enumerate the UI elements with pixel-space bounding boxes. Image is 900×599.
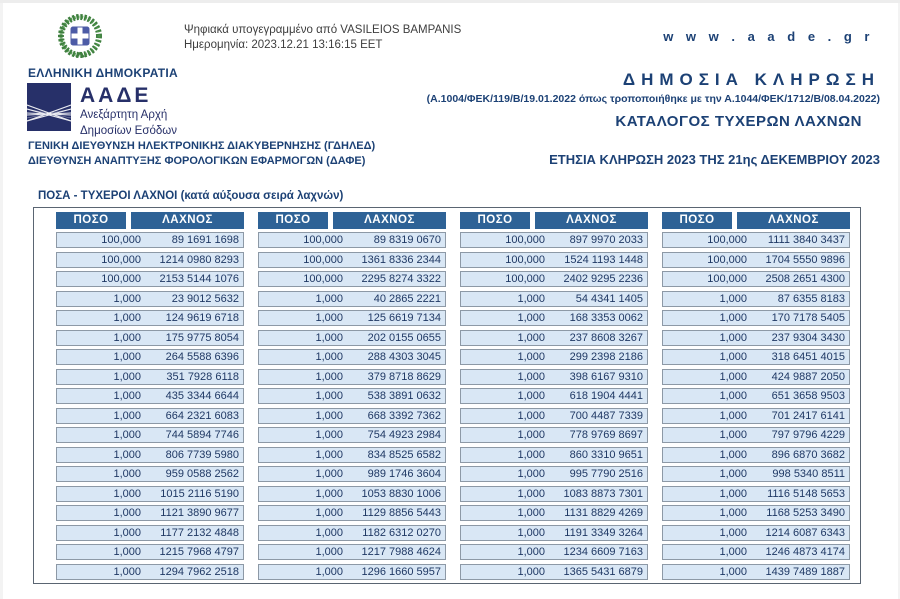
- table-row: [56, 349, 244, 365]
- ticket-cell: 1246 4873 4174: [765, 546, 845, 558]
- law-reference: (Α.1004/ΦΕΚ/119/Β/19.01.2022 όπως τροποποιήθηκε με την Α.1044/ΦΕΚ/1712/Β/08.04.2022): [426, 93, 880, 105]
- digital-signature-stamp: [184, 23, 461, 53]
- table-row: [258, 271, 446, 287]
- ticket-cell: 1116 5148 5653: [767, 487, 845, 500]
- table-row: [662, 369, 850, 385]
- table-row: [460, 271, 648, 287]
- ticket-cell: 2508 2651 4300: [765, 273, 845, 285]
- amount-cell: 1,000: [315, 546, 343, 558]
- table-row: [662, 544, 850, 560]
- table-row: [662, 525, 850, 541]
- table-column-group: [662, 212, 850, 583]
- table-row: [662, 447, 850, 463]
- ticket-cell: 998 5340 8511: [772, 468, 845, 480]
- table-row: [662, 232, 850, 248]
- ticket-cell: 778 9769 8697: [569, 429, 643, 441]
- ticket-cell: 54 4341 1405: [575, 292, 643, 305]
- table-row: [662, 505, 850, 521]
- ticket-cell: 1439 7489 1887: [765, 565, 845, 578]
- table-row: [662, 427, 850, 443]
- wreath-shield-icon: [52, 11, 108, 65]
- ticket-cell: 202 0155 0655: [367, 331, 441, 344]
- ticket-cell: 89 1691 1698: [171, 234, 239, 246]
- ticket-cell: 896 6870 3682: [771, 448, 845, 461]
- table-row: [56, 252, 244, 268]
- table-row: [662, 486, 850, 502]
- table-row: [258, 291, 446, 307]
- ticket-cell: 1182 6312 0270: [362, 526, 441, 539]
- ticket-cell: 1053 8830 1006: [361, 487, 441, 500]
- amount-cell: 1,000: [719, 370, 747, 383]
- amount-cell: 1,000: [315, 507, 343, 519]
- table-row: [460, 369, 648, 385]
- ticket-cell: 2153 5144 1076: [159, 273, 239, 285]
- table-row: [56, 427, 244, 443]
- signature-line2: Ημερομηνία: 2023.12.21 13:16:15 EET: [184, 38, 383, 51]
- ticket-cell: 351 7928 6118: [166, 370, 239, 383]
- ticket-cell: 834 8525 6582: [367, 448, 441, 461]
- ticket-cell: 264 5588 6396: [165, 351, 239, 363]
- table-header-row: [56, 212, 244, 229]
- amount-cell: 1,000: [315, 370, 343, 383]
- amount-cell: 1,000: [517, 448, 545, 461]
- amount-cell: 1,000: [113, 526, 141, 539]
- ticket-column-header: ΛΑΧΝΟΣ: [131, 212, 244, 229]
- draw-title: ΕΤΗΣΙΑ ΚΛΗΡΩΣΗ 2023 ΤΗΣ 21ης ΔΕΚΕΜΒΡΙΟΥ 2023: [549, 152, 880, 167]
- ticket-cell: 1365 5431 6879: [563, 565, 643, 578]
- ticket-cell: 1191 3349 3264: [564, 526, 643, 539]
- table-row: [56, 564, 244, 580]
- amount-cell: 1,000: [719, 507, 747, 519]
- amount-cell: 1,000: [315, 565, 343, 578]
- main-title: ΔΗΜΟΣΙΑ ΚΛΗΡΩΣΗ: [622, 70, 880, 89]
- table-row: [460, 466, 648, 482]
- table-row: [258, 427, 446, 443]
- catalog-subtitle: ΚΑΤΑΛΟΓΟΣ ΤΥΧΕΡΩΝ ΛΑΧΝΩΝ: [615, 113, 862, 130]
- ticket-cell: 87 6355 8183: [777, 292, 845, 305]
- table-row: [460, 505, 648, 521]
- amount-column-header: ΠΟΣΟ: [662, 212, 732, 229]
- table-row: [662, 349, 850, 365]
- table-row: [56, 388, 244, 404]
- amount-cell: 1,000: [315, 331, 343, 344]
- ticket-cell: 398 6167 9310: [569, 370, 643, 383]
- table-column-group: [56, 212, 244, 583]
- ticket-cell: 651 3658 9503: [771, 390, 845, 402]
- amount-cell: 1,000: [719, 546, 747, 558]
- amount-cell: 100,000: [101, 253, 141, 266]
- ticket-cell: 797 9796 4229: [771, 429, 845, 441]
- amount-cell: 100,000: [505, 273, 545, 285]
- table-row: [56, 505, 244, 521]
- table-row: [460, 232, 648, 248]
- ticket-cell: 1015 2116 5190: [160, 487, 239, 500]
- amount-cell: 1,000: [517, 370, 545, 383]
- amount-cell: 1,000: [719, 526, 747, 539]
- amount-column-header: ΠΟΣΟ: [56, 212, 126, 229]
- amount-cell: 1,000: [517, 351, 545, 363]
- amount-cell: 1,000: [719, 448, 747, 461]
- table-column-group: [460, 212, 648, 583]
- website-text: w w w . a a d e . g r: [663, 29, 874, 44]
- amount-cell: 1,000: [315, 390, 343, 402]
- table-row: [56, 330, 244, 346]
- table-header-row: [460, 212, 648, 229]
- ticket-cell: 1215 7968 4797: [159, 546, 239, 558]
- departments-block: [28, 139, 375, 169]
- ticket-cell: 124 9619 6718: [165, 312, 239, 324]
- ticket-cell: 125 6619 7134: [367, 312, 441, 324]
- table-row: [662, 291, 850, 307]
- amount-cell: 1,000: [517, 526, 545, 539]
- table-row: [662, 408, 850, 424]
- ticket-cell: 897 9970 2033: [569, 234, 643, 246]
- amount-cell: 1,000: [719, 331, 747, 344]
- amount-cell: 1,000: [719, 487, 747, 500]
- table-row: [258, 310, 446, 326]
- ticket-cell: 995 7790 2516: [569, 468, 643, 480]
- ticket-cell: 237 9304 3430: [771, 331, 845, 344]
- amount-cell: 100,000: [707, 234, 747, 246]
- ticket-cell: 1131 8829 4269: [564, 507, 643, 519]
- ticket-cell: 288 4303 3045: [367, 351, 441, 363]
- amount-cell: 1,000: [517, 507, 545, 519]
- amount-cell: 100,000: [707, 273, 747, 285]
- ticket-cell: 700 4487 7339: [569, 409, 643, 422]
- ticket-cell: 175 9775 8054: [165, 331, 239, 344]
- ticket-cell: 424 9887 2050: [771, 370, 845, 383]
- amount-cell: 1,000: [113, 331, 141, 344]
- table-row: [56, 310, 244, 326]
- amount-cell: 1,000: [113, 351, 141, 363]
- table-row: [56, 369, 244, 385]
- amount-cell: 1,000: [719, 390, 747, 402]
- amount-cell: 1,000: [113, 468, 141, 480]
- aade-subtitle-line1: Ανεξάρτητη Αρχή: [80, 109, 168, 121]
- amount-cell: 100,000: [303, 234, 343, 246]
- winning-numbers-table: [33, 207, 861, 584]
- amount-cell: 100,000: [101, 234, 141, 246]
- amount-cell: 1,000: [517, 565, 545, 578]
- hellenic-republic-emblem: [52, 11, 108, 65]
- table-row: [258, 505, 446, 521]
- ticket-column-header: ΛΑΧΝΟΣ: [333, 212, 446, 229]
- amount-cell: 100,000: [303, 253, 343, 266]
- ticket-cell: 1214 0980 8293: [159, 253, 239, 266]
- ticket-cell: 2402 9295 2236: [563, 273, 643, 285]
- table-row: [460, 252, 648, 268]
- table-row: [56, 466, 244, 482]
- ticket-cell: 664 2321 6083: [165, 409, 239, 422]
- amount-cell: 1,000: [113, 487, 141, 500]
- amount-cell: 1,000: [113, 448, 141, 461]
- table-row: [460, 447, 648, 463]
- ticket-cell: 989 1746 3604: [367, 468, 441, 480]
- ticket-cell: 1234 6609 7163: [563, 546, 643, 558]
- signature-line1: Ψηφιακά υπογεγραμμένο από VASILEIOS BAMPANIS: [184, 24, 462, 36]
- aade-text-block: [80, 83, 177, 138]
- table-row: [460, 525, 648, 541]
- table-row: [258, 486, 446, 502]
- table-row: [258, 232, 446, 248]
- table-row: [460, 291, 648, 307]
- amount-cell: 1,000: [315, 468, 343, 480]
- table-row: [460, 408, 648, 424]
- amount-cell: 1,000: [719, 565, 747, 578]
- table-row: [460, 330, 648, 346]
- aade-acronym: ΑΑΔΕ: [80, 84, 152, 107]
- table-row: [258, 525, 446, 541]
- table-row: [56, 291, 244, 307]
- table-row: [258, 564, 446, 580]
- amount-cell: 1,000: [719, 429, 747, 441]
- ticket-cell: 1217 7988 4624: [361, 546, 441, 558]
- table-row: [258, 252, 446, 268]
- table-row: [662, 388, 850, 404]
- amount-cell: 1,000: [315, 351, 343, 363]
- amount-cell: 1,000: [719, 292, 747, 305]
- ticket-cell: 1177 2132 4848: [160, 526, 239, 539]
- table-column-group: [258, 212, 446, 583]
- amount-cell: 1,000: [315, 312, 343, 324]
- amount-cell: 1,000: [113, 370, 141, 383]
- table-row: [662, 252, 850, 268]
- table-row: [662, 564, 850, 580]
- ticket-cell: 2295 8274 3322: [361, 273, 441, 285]
- table-row: [258, 447, 446, 463]
- ticket-cell: 318 6451 4015: [771, 351, 845, 363]
- table-row: [258, 369, 446, 385]
- amount-cell: 1,000: [719, 409, 747, 422]
- table-row: [662, 271, 850, 287]
- ticket-cell: 1111 3840 3437: [767, 234, 845, 246]
- ticket-cell: 1168 5253 3490: [766, 507, 845, 519]
- aade-logo-block: [27, 83, 177, 138]
- ticket-column-header: ΛΑΧΝΟΣ: [737, 212, 850, 229]
- table-row: [460, 388, 648, 404]
- amount-cell: 1,000: [517, 409, 545, 422]
- table-row: [662, 330, 850, 346]
- table-row: [56, 544, 244, 560]
- table-row: [460, 544, 648, 560]
- amount-cell: 1,000: [315, 448, 343, 461]
- table-row: [460, 564, 648, 580]
- table-row: [258, 544, 446, 560]
- ticket-column-header: ΛΑΧΝΟΣ: [535, 212, 648, 229]
- table-row: [662, 310, 850, 326]
- table-row: [258, 330, 446, 346]
- ticket-cell: 806 7739 5980: [165, 448, 239, 461]
- ticket-cell: 1121 3890 9677: [160, 507, 239, 519]
- amount-cell: 1,000: [517, 487, 545, 500]
- ticket-cell: 23 9012 5632: [171, 292, 239, 305]
- amount-cell: 1,000: [113, 565, 141, 578]
- amount-cell: 1,000: [113, 409, 141, 422]
- amount-cell: 1,000: [517, 331, 545, 344]
- department-line1: ΓΕΝΙΚΗ ΔΙΕΥΘΥΝΣΗ ΗΛΕΚΤΡΟΝΙΚΗΣ ΔΙΑΚΥΒΕΡΝΗΣΗΣ (ΓΔΗΛΕΔ): [28, 140, 376, 152]
- ticket-cell: 668 3392 7362: [367, 409, 441, 422]
- amount-cell: 1,000: [719, 351, 747, 363]
- table-row: [56, 408, 244, 424]
- amount-cell: 100,000: [707, 253, 747, 266]
- ticket-cell: 1524 1193 1448: [564, 253, 643, 266]
- table-row: [460, 310, 648, 326]
- ticket-cell: 1083 8873 7301: [563, 487, 643, 500]
- amount-cell: 1,000: [719, 312, 747, 324]
- aade-subtitle-line2: Δημοσίων Εσόδων: [80, 125, 177, 138]
- amount-cell: 1,000: [517, 546, 545, 558]
- ticket-cell: 299 2398 2186: [569, 351, 643, 363]
- amount-cell: 1,000: [517, 390, 545, 402]
- ticket-cell: 379 8718 8629: [367, 370, 441, 383]
- amount-cell: 1,000: [315, 487, 343, 500]
- amount-cell: 1,000: [517, 312, 545, 324]
- amount-cell: 100,000: [101, 273, 141, 285]
- table-header-row: [662, 212, 850, 229]
- table-row: [258, 466, 446, 482]
- ticket-cell: 701 2417 6141: [771, 409, 845, 422]
- table-row: [56, 271, 244, 287]
- amount-cell: 100,000: [505, 234, 545, 246]
- amount-cell: 1,000: [315, 409, 343, 422]
- ticket-cell: 959 0588 2562: [165, 468, 239, 480]
- table-row: [460, 349, 648, 365]
- table-row: [258, 349, 446, 365]
- table-header-row: [258, 212, 446, 229]
- amount-cell: 1,000: [113, 312, 141, 324]
- amount-column-header: ΠΟΣΟ: [258, 212, 328, 229]
- ticket-cell: 1294 7962 2518: [159, 565, 239, 578]
- amount-cell: 100,000: [303, 273, 343, 285]
- amount-cell: 1,000: [113, 390, 141, 402]
- ticket-cell: 1214 6087 6343: [765, 526, 845, 539]
- amount-cell: 1,000: [113, 292, 141, 305]
- table-caption: ΠΟΣΑ - ΤΥΧΕΡΟΙ ΛΑΧΝΟΙ (κατά αύξουσα σειρά λαχνών): [38, 190, 344, 202]
- amount-cell: 1,000: [113, 546, 141, 558]
- amount-cell: 1,000: [113, 429, 141, 441]
- table-row: [56, 232, 244, 248]
- amount-cell: 1,000: [113, 507, 141, 519]
- amount-cell: 100,000: [505, 253, 545, 266]
- ticket-cell: 168 3353 0062: [569, 312, 643, 324]
- ticket-cell: 618 1904 4441: [569, 390, 643, 402]
- ticket-cell: 170 7178 5405: [771, 312, 845, 324]
- amount-cell: 1,000: [315, 429, 343, 441]
- ticket-cell: 860 3310 9651: [569, 448, 643, 461]
- table-row: [258, 388, 446, 404]
- hellenic-republic-label: ΕΛΛΗΝΙΚΗ ΔΗΜΟΚΡΑΤΙΑ: [28, 66, 178, 80]
- amount-cell: 1,000: [517, 292, 545, 305]
- table-row: [460, 427, 648, 443]
- department-line2: ΔΙΕΥΘΥΝΣΗ ΑΝΑΠΤΥΞΗΣ ΦΟΡΟΛΟΓΙΚΩΝ ΕΦΑΡΜΟΓΩΝ (ΔΑΦΕ): [28, 154, 366, 167]
- amount-cell: 1,000: [315, 526, 343, 539]
- ticket-cell: 1361 8336 2344: [361, 253, 441, 266]
- titles-block: [427, 70, 880, 167]
- amount-cell: 1,000: [517, 468, 545, 480]
- ticket-cell: 40 2865 2221: [373, 292, 441, 305]
- table-row: [56, 525, 244, 541]
- amount-cell: 1,000: [517, 429, 545, 441]
- table-row: [56, 447, 244, 463]
- ticket-cell: 1704 5550 9896: [765, 253, 845, 266]
- ticket-cell: 1296 1660 5957: [361, 565, 441, 578]
- ticket-cell: 744 5894 7746: [165, 429, 239, 441]
- table-row: [460, 486, 648, 502]
- ticket-cell: 237 8608 3267: [569, 331, 643, 344]
- ticket-cell: 435 3344 6644: [165, 390, 239, 402]
- ticket-cell: 754 4923 2984: [367, 429, 441, 441]
- table-row: [662, 466, 850, 482]
- ticket-cell: 538 3891 0632: [367, 390, 441, 402]
- table-row: [258, 408, 446, 424]
- ticket-cell: 1129 8856 5443: [362, 507, 441, 519]
- aade-light-rays-icon: [27, 83, 71, 131]
- table-row: [56, 486, 244, 502]
- amount-cell: 1,000: [719, 468, 747, 480]
- ticket-cell: 89 8319 0670: [373, 234, 441, 246]
- amount-cell: 1,000: [315, 292, 343, 305]
- amount-column-header: ΠΟΣΟ: [460, 212, 530, 229]
